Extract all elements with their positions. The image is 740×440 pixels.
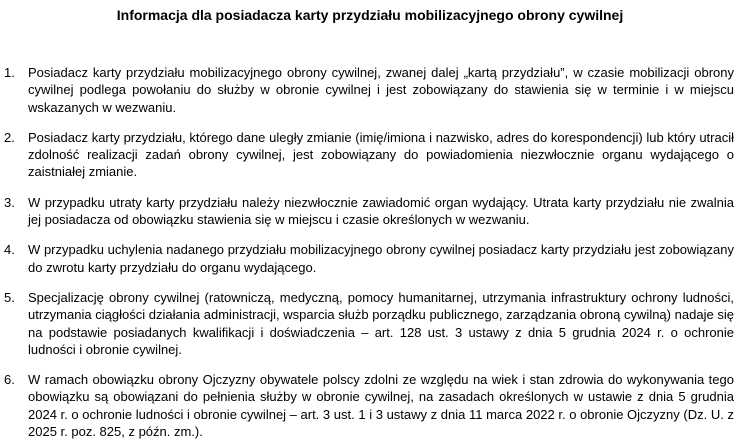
information-list	[0, 64, 740, 440]
list-item	[0, 241, 740, 276]
document-title: Informacja dla posiadacza karty przydziału mobilizacyjnego obrony cywilnej	[116, 7, 624, 23]
list-item-number: 5.	[4, 289, 15, 305]
list-item-number: 2.	[4, 129, 15, 145]
list-item-text: Posiadacz karty przydziału mobilizacyjnego obrony cywilnej, zwanej dalej „kartą przydziału”, w czasie mobilizacji obrony cywilnej podlega powołaniu do służby w obronie cywilnej i jest zobowiązany do stawienia się w terminie i w miejscu wskazanych w wezwaniu.	[28, 65, 734, 115]
list-item-number: 3.	[4, 194, 15, 210]
list-item-text: Specjalizację obrony cywilnej (ratowniczą, medyczną, pomocy humanitarnej, utrzymania infrastruktury ochrony ludności, utrzymania ciągłości działania administracji, wsparcia służb porządku publicznego, zarządzania obroną cywilną) nadaje się na podstawie posiadanych kwalifikacji i doświadczenia – art. 128 ust. 3 ustawy z dnia 5 grudnia 2024 r. o ochronie ludności i obronie cywilnej.	[28, 289, 734, 357]
list-item-text: Posiadacz karty przydziału, którego dane uległy zmianie (imię/imiona i nazwisko, adres do korespondencji) lub który utracił zdolność realizacji zadań obrony cywilnej, jest zobowiązany do powiadomienia niezwłocznie organu wydającego o zaistniałej zmianie.	[28, 129, 734, 180]
list-item-number: 1.	[4, 65, 15, 80]
list-item-number: 4.	[4, 242, 15, 258]
list-item-text: W przypadku utraty karty przydziału należy niezwłocznie zawiadomić organ wydający. Utrata karty przydziału nie zwalnia jej posiadacza od obowiązku stawienia się w miejscu i czasie określonych w wezwaniu.	[28, 194, 734, 228]
list-item	[0, 194, 740, 229]
list-item	[0, 129, 740, 181]
list-item	[0, 371, 740, 440]
list-item	[0, 64, 740, 116]
list-item-number: 6.	[4, 372, 15, 388]
list-item-text: W przypadku uchylenia nadanego przydziału mobilizacyjnego obrony cywilnej posiadacz karty przydziału jest zobowiązany do zwrotu karty przydziału do organu wydającego.	[28, 242, 734, 275]
list-item-text: W ramach obowiązku obrony Ojczyzny obywatele polscy zdolni ze względu na wiek i stan zdrowia do wykonywania tego obowiązku są obowiązani do pełnienia służby w obronie cywilnej, na zasadach określonych w ustawie z dnia 5 grudnia 2024 r. o ochronie ludności i obronie cywilnej – art. 3 ust. 1 i 3 ustawy z dnia 11 marca 2022 r. o obronie Ojczyzny (Dz. U. z 2025 r. poz. 825, z późn. zm.).	[28, 372, 734, 440]
list-item	[0, 289, 740, 358]
